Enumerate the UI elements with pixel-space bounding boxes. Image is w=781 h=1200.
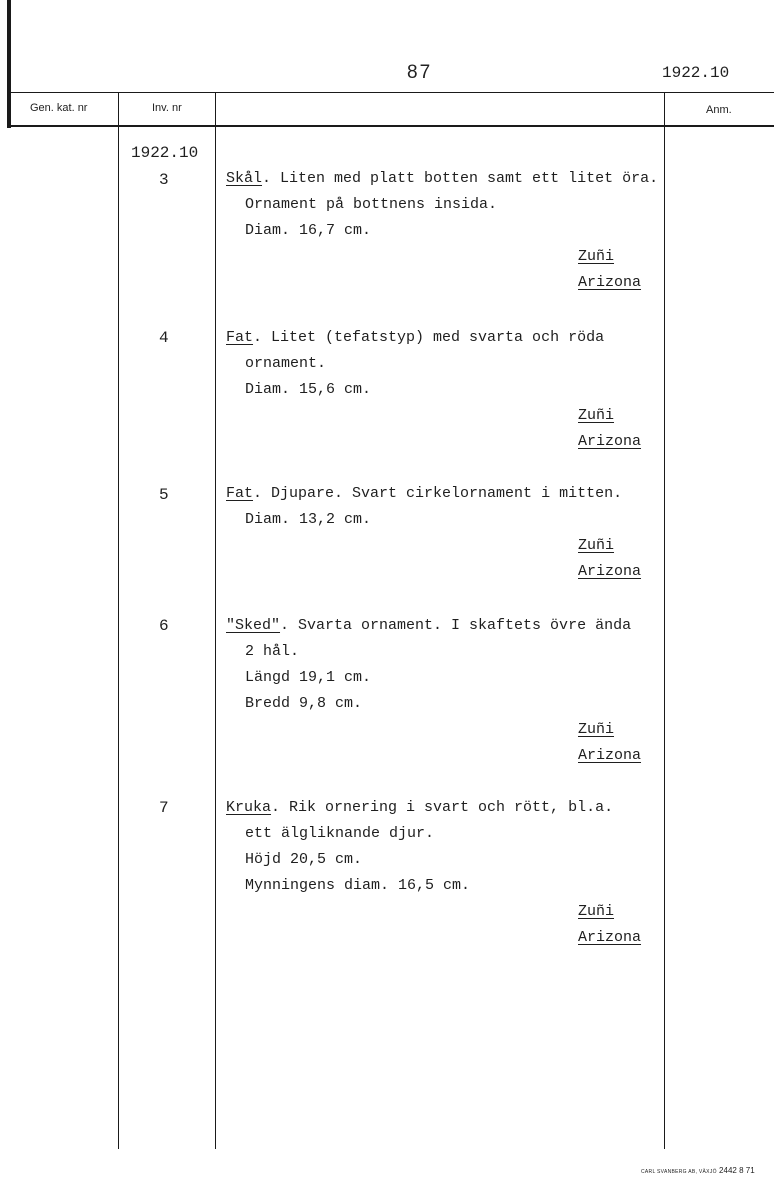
catalog-entry xyxy=(226,166,666,291)
place-name: Zuñi xyxy=(578,721,615,738)
place-region: Arizona xyxy=(578,274,642,291)
header-top-rule xyxy=(7,92,774,93)
entry-line: Diam. 13,2 cm. xyxy=(245,511,372,528)
place-name: Zuñi xyxy=(578,407,615,424)
inv-number: 7 xyxy=(159,799,169,817)
entry-first-line: . Svarta ornament. I skaftets övre ända xyxy=(280,617,632,634)
entry-line: Mynningens diam. 16,5 cm. xyxy=(245,877,471,894)
place-name: Zuñi xyxy=(578,903,615,920)
entry-first-line: . Djupare. Svart cirkelornament i mitten. xyxy=(253,485,623,502)
place-name: Zuñi xyxy=(578,537,615,554)
entry-line: ett älgliknande djur. xyxy=(245,825,435,842)
column-header-gen-kat-nr: Gen. kat. nr xyxy=(30,102,88,114)
entry-first-line: . Liten med platt botten samt ett litet öra. xyxy=(262,170,659,187)
catalog-entry xyxy=(226,795,666,946)
entry-title: Skål xyxy=(226,170,263,187)
entry-line: Längd 19,1 cm. xyxy=(245,669,372,686)
inv-number: 4 xyxy=(159,329,169,347)
place-region: Arizona xyxy=(578,563,642,580)
entry-line: Höjd 20,5 cm. xyxy=(245,851,363,868)
catalog-entry xyxy=(226,325,666,450)
entry-line: Bredd 9,8 cm. xyxy=(245,695,363,712)
col-divider-2 xyxy=(215,92,216,1149)
entry-line: Ornament på bottnens insida. xyxy=(245,196,498,213)
inv-number: 3 xyxy=(159,171,169,189)
page-number: 87 xyxy=(407,62,433,83)
entry-line: ornament. xyxy=(245,355,327,372)
printer-name: CARL SVANBERG AB, VÄXJÖ xyxy=(641,1169,717,1175)
column-header-anm: Anm. xyxy=(706,104,732,116)
form-code: 2442 8 71 xyxy=(719,1166,755,1175)
place-name: Zuñi xyxy=(578,248,615,265)
col-divider-1 xyxy=(118,92,119,1149)
entry-line: Diam. 16,7 cm. xyxy=(245,222,372,239)
entry-first-line: . Litet (tefatstyp) med svarta och röda xyxy=(253,329,605,346)
place-region: Arizona xyxy=(578,929,642,946)
printer-imprint xyxy=(641,1166,755,1175)
entry-title: Fat xyxy=(226,485,254,502)
catalog-entry xyxy=(226,613,666,764)
header-bottom-rule xyxy=(7,125,774,127)
entry-title: Kruka xyxy=(226,799,272,816)
place-region: Arizona xyxy=(578,433,642,450)
entry-first-line: . Rik ornering i svart och rött, bl.a. xyxy=(271,799,614,816)
column-header-inv-nr: Inv. nr xyxy=(152,102,182,114)
catalog-entry xyxy=(226,481,666,580)
entry-line: 2 hål. xyxy=(245,643,300,660)
accession-number: 1922.10 xyxy=(131,144,199,162)
entry-line: Diam. 15,6 cm. xyxy=(245,381,372,398)
year-code: 1922.10 xyxy=(662,64,730,82)
entry-title: "Sked" xyxy=(226,617,281,634)
entry-title: Fat xyxy=(226,329,254,346)
inv-number: 5 xyxy=(159,486,169,504)
left-margin-bar xyxy=(7,0,11,128)
inv-number: 6 xyxy=(159,617,169,635)
place-region: Arizona xyxy=(578,747,642,764)
